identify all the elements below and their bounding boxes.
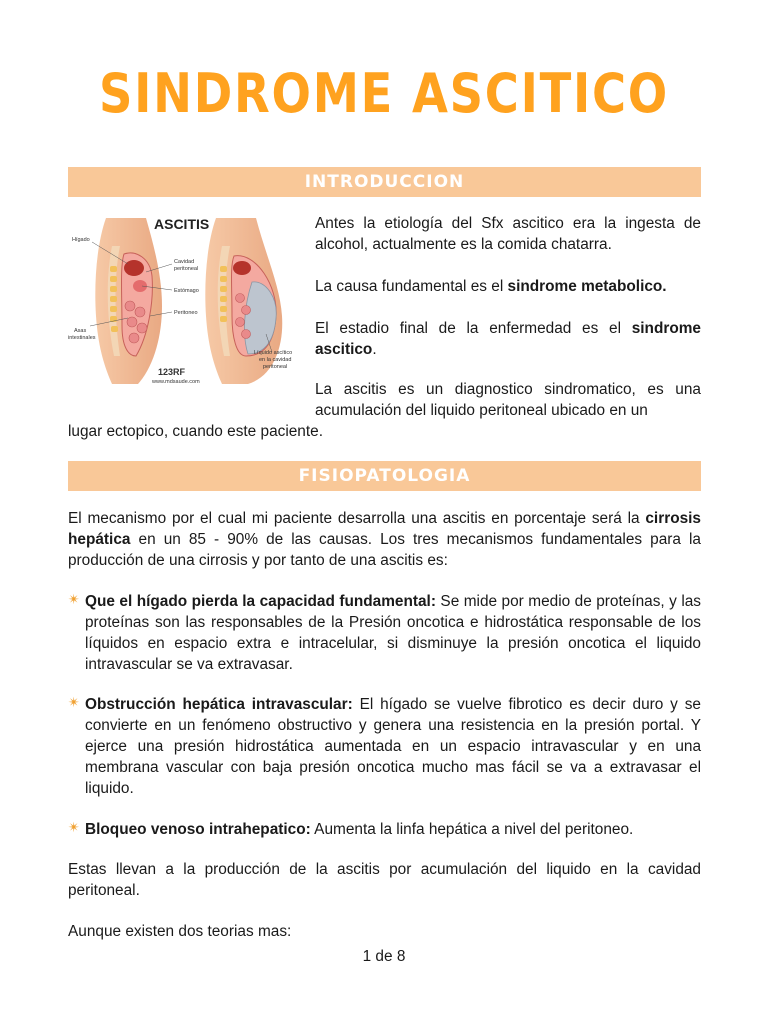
intro-paragraph-1: Antes la etiología del Sfx ascitico era la ingesta de alcohol, actualmente es la comida chatarra. xyxy=(315,215,701,253)
section-header-introduccion: INTRODUCCION xyxy=(68,167,701,197)
bold-cirrosis-hepatica: cirrosis hepática xyxy=(68,510,701,548)
intro-paragraph-2: La causa fundamental es el sindrome metabolico. xyxy=(315,278,667,295)
label-higado: Hígado xyxy=(72,237,90,243)
intro-paragraph-3: El estadio final de la enfermedad es el sindrome ascitico. xyxy=(315,320,701,358)
label-cavidad: Cavidad xyxy=(174,259,195,265)
bullet-star-icon: ✴ xyxy=(68,694,80,710)
bullet-star-icon: ✴ xyxy=(68,591,80,607)
list-item: ✴ Bloqueo venoso intrahepatico: Aumenta la linfa hepática a nivel del peritoneo. xyxy=(68,819,634,838)
figure-url: www.mdsaude.com xyxy=(152,379,200,385)
intro-paragraph-4b: lugar ectopico, cuando este paciente. xyxy=(68,423,323,440)
normal-abdomen-figure xyxy=(95,218,162,384)
fisio-paragraph-after: Estas llevan a la producción de la ascitis por acumulación del liquido en la cavidad peritoneal. xyxy=(68,861,701,899)
label-asas: Asas xyxy=(74,328,87,334)
label-liquido-2: en la cavidad xyxy=(259,357,292,363)
document-title: SINDROME ASCITICO xyxy=(99,62,669,125)
label-liquido-1: Líquido ascítico xyxy=(254,350,293,356)
ascitis-illustration xyxy=(66,206,300,392)
label-liquido-3: peritoneal xyxy=(263,364,288,370)
label-peritoneal: peritoneal xyxy=(174,266,199,272)
bold-sindrome-ascitico: sindrome ascitico xyxy=(315,320,701,358)
page-number: 1 de 8 xyxy=(362,948,406,965)
label-peritoneo: Peritoneo xyxy=(174,310,198,316)
section-header-fisiopatologia: FISIOPATOLOGIA xyxy=(68,461,701,491)
fisio-intro-paragraph: El mecanismo por el cual mi paciente desarrolla una ascitis en porcentaje será la cirrosis hepática en un 85 - 90% de las causas. Los tres mecanismos fundamentales para la producción de una cirrosis y por tanto de una ascitis es: xyxy=(68,510,701,569)
label-estomago: Estómago xyxy=(174,288,199,294)
fisio-paragraph-last: Aunque existen dos teorias mas: xyxy=(68,923,292,940)
label-intestinales: intestinales xyxy=(68,335,96,341)
bullet-star-icon: ✴ xyxy=(68,819,80,835)
figure-title: ASCITIS xyxy=(154,216,210,232)
list-item: ✴ Que el hígado pierda la capacidad fundamental: Se mide por medio de proteínas, y las proteínas son las responsables de la Presión oncotica e hidrostática responsable de los líquidos en espacio extra e intracelular, si disminuye la presión oncotica el liquido intravascular se va extravasar. xyxy=(68,591,701,673)
watermark-logo: 123RF xyxy=(158,367,186,377)
bold-sindrome-metabolico: sindrome metabolico. xyxy=(507,278,667,295)
intro-paragraph-4a: La ascitis es un diagnostico sindromatico, es una acumulación del liquido peritoneal ubicado en un xyxy=(315,381,701,419)
list-item: ✴ Obstrucción hepática intravascular: El hígado se vuelve fibrotico es decir duro y se convierte en un fenómeno obstructivo y genera una resistencia en la presión portal. Y ejerce una presión hidrostática aumentada en un espacio intravascular y en una membrana vascular con baja presión oncotica mucho mas fácil se va a extravasar el liquido. xyxy=(68,694,701,797)
